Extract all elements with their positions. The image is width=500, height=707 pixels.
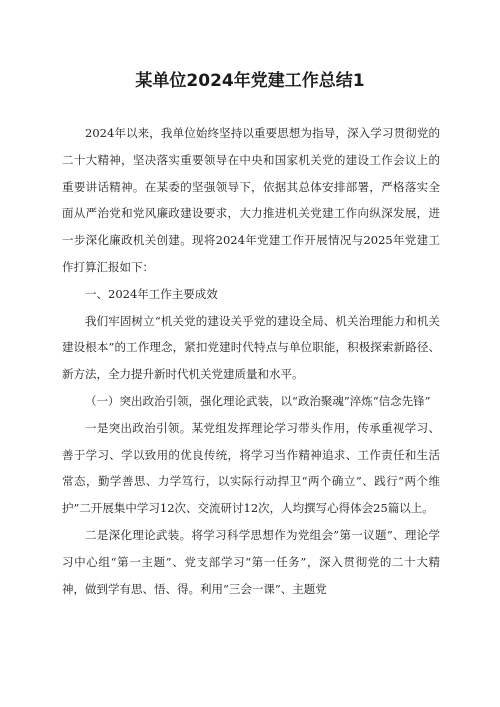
section-intro-paragraph: 我们牢固树立“机关党的建设关乎党的建设全局、机关治理能力和机关建设根本”的工作理念，紧扣党建时代特点与单位职能，积极探索新路径、新方法，全力提升新时代机关党建质量和水平。: [62, 313, 440, 382]
intro-paragraph: 2024年以来，我单位始终坚持以重要思想为指导，深入学习贯彻党的二十大精神，坚决落实重要领导在中央和国家机关党的建设工作会议上的重要讲话精神。在某委的坚强领导下，依据其总体安排部署，严格落实全面从严治党和党风廉政建设要求，大力推进机关党建工作向纵深发展，进一步深化廉政机关创建。现将2024年党建工作开展情况与2025年党建工作打算汇报如下：: [62, 126, 440, 274]
document-body: [62, 120, 440, 602]
section-heading-achievements: 一、2024年工作主要成效: [85, 286, 218, 301]
subsection-heading-political-guidance: （一）突出政治引领，强化理论武装，以“政治聚魂”淬炼“信念先锋”: [85, 393, 431, 408]
point-paragraph-theory-study: 二是深化理论武装。将学习科学思想作为党组会”第一议题”、理论学习中心组“第一主题”、党支部学习“第一任务”，深入贯彻党的二十大精神，做到学有思、悟、得。利用“三会一课”、主题党: [62, 527, 440, 596]
document-title: 某单位2024年党建工作总结1: [135, 71, 365, 91]
point-paragraph-political-guidance: 一是突出政治引领。某党组发挥理论学习带头作用，传承重视学习、善于学习、学以致用的优良传统，将学习当作精神追求、工作责任和生活常态，勤学善思、力学笃行，以实际行动捍卫“两个确立”、践行“两个维护”二开展集中学习12次、交流研讨12次，人均撰写心得体会25篇以上。: [62, 420, 440, 516]
